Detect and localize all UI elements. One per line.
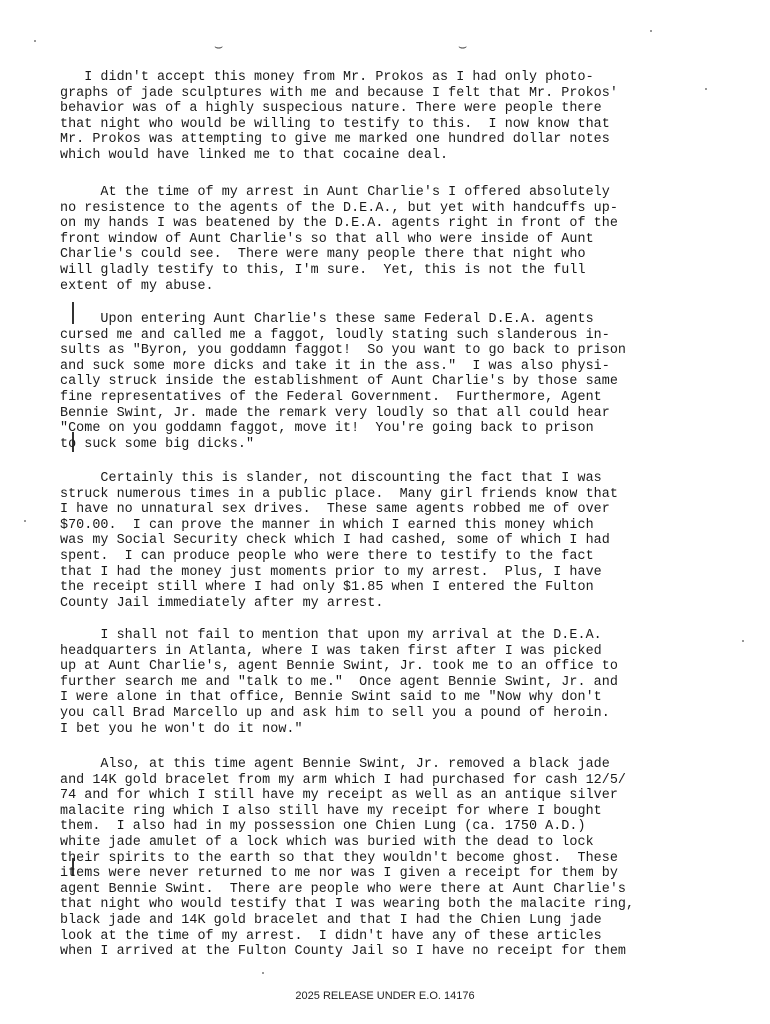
paragraph-line: I shall not fail to mention that upon my arrival at the D.E.A. bbox=[60, 628, 602, 643]
paragraph-line: was my Social Security check which I had cashed, some of which I had bbox=[60, 533, 610, 549]
paragraph-line: behavior was of a highly suspecious nature. There were people there bbox=[60, 101, 602, 117]
paragraph-line: the receipt still where I had only $1.85 when I entered the Fulton bbox=[60, 580, 594, 596]
paragraph-line: fine representatives of the Federal Government. Furthermore, Agent bbox=[60, 389, 602, 405]
paragraph-line: County Jail immediately after my arrest. bbox=[60, 595, 384, 611]
paragraph-6 bbox=[60, 757, 700, 960]
paragraph-line: on my hands I was beatened by the D.E.A. agents right in front of the bbox=[60, 216, 618, 232]
top-mark-right: ⌣ bbox=[458, 40, 468, 56]
paragraph-line: further search me and "talk to me." Once agent Bennie Swint, Jr. and bbox=[60, 674, 618, 690]
paragraph-1 bbox=[60, 70, 700, 164]
paragraph-line: when I arrived at the Fulton County Jail so I have no receipt for them bbox=[60, 944, 626, 960]
paragraph-line: I have no unnatural sex drives. These same agents robbed me of over bbox=[60, 502, 610, 518]
paragraph-line: black jade and 14K gold bracelet and that I had the Chien Lung jade bbox=[60, 912, 602, 928]
paragraph-line: Certainly this is slander, not discounting the fact that I was bbox=[60, 471, 602, 486]
paragraph-line: no resistence to the agents of the D.E.A., but yet with handcuffs up- bbox=[60, 200, 618, 216]
scan-speck bbox=[24, 520, 26, 522]
paragraph-line: $70.00. I can prove the manner in which I earned this money which bbox=[60, 517, 594, 533]
paragraph-line: Also, at this time agent Bennie Swint, Jr. removed a black jade bbox=[60, 757, 610, 772]
scan-speck bbox=[742, 640, 744, 642]
paragraph-line: their spirits to the earth so that they wouldn't become ghost. These bbox=[60, 850, 618, 866]
paragraph-line: which would have linked me to that cocaine deal. bbox=[60, 147, 449, 163]
paragraph-line: "Come on you goddamn faggot, move it! You're going back to prison bbox=[60, 421, 594, 437]
paragraph-line: malacite ring which I also still have my receipt for where I bought bbox=[60, 803, 602, 819]
paragraph-line: and 14K gold bracelet from my arm which I had purchased for cash 12/5/ bbox=[60, 772, 626, 788]
paragraph-line: cursed me and called me a faggot, loudly stating such slanderous in- bbox=[60, 327, 610, 343]
paragraph-line: Charlie's could see. There were many people there that night who bbox=[60, 247, 586, 263]
paragraph-line: graphs of jade sculptures with me and because I felt that Mr. Prokos' bbox=[60, 85, 618, 101]
paragraph-line: 74 and for which I still have my receipt as well as an antique silver bbox=[60, 788, 618, 804]
paragraph-4 bbox=[60, 471, 700, 611]
paragraph-line: spent. I can produce people who were there to testify to the fact bbox=[60, 548, 594, 564]
paragraph-line: extent of my abuse. bbox=[60, 278, 214, 294]
paragraph-line: them. I also had in my possession one Chien Lung (ca. 1750 A.D.) bbox=[60, 819, 586, 835]
paragraph-line: struck numerous times in a public place. Many girl friends know that bbox=[60, 486, 618, 502]
scan-speck bbox=[34, 40, 36, 42]
paragraph-line: I were alone in that office, Bennie Swint said to me "Now why don't bbox=[60, 690, 602, 706]
paragraph-line: to suck some big dicks." bbox=[60, 436, 255, 452]
paragraph-line: agent Bennie Swint. There are people who were there at Aunt Charlie's bbox=[60, 881, 626, 897]
paragraph-line: you call Brad Marcello up and ask him to sell you a pound of heroin. bbox=[60, 705, 610, 721]
paragraph-line: I didn't accept this money from Mr. Prokos as I had only photo- bbox=[60, 70, 594, 85]
paragraph-line: white jade amulet of a lock which was buried with the dead to lock bbox=[60, 834, 594, 850]
paragraph-3 bbox=[60, 312, 700, 452]
scan-speck bbox=[262, 972, 264, 974]
paragraph-line: front window of Aunt Charlie's so that all who were inside of Aunt bbox=[60, 231, 594, 247]
paragraph-line: At the time of my arrest in Aunt Charlie's I offered absolutely bbox=[60, 185, 610, 200]
release-footer: 2025 RELEASE UNDER E.O. 14176 bbox=[295, 990, 475, 1002]
paragraph-line: will gladly testify to this, I'm sure. Yet, this is not the full bbox=[60, 262, 586, 278]
paragraph-line: up at Aunt Charlie's, agent Bennie Swint, Jr. took me to an office to bbox=[60, 659, 618, 675]
paragraph-line: items were never returned to me nor was I given a receipt for them by bbox=[60, 866, 618, 882]
paragraph-line: I bet you he won't do it now." bbox=[60, 721, 303, 737]
paragraph-line: that night who would be willing to testify to this. I now know that bbox=[60, 116, 610, 132]
paragraph-line: Bennie Swint, Jr. made the remark very loudly so that all could hear bbox=[60, 405, 610, 421]
paragraph-5 bbox=[60, 628, 700, 737]
paragraph-line: cally struck inside the establishment of Aunt Charlie's by those same bbox=[60, 374, 618, 390]
paragraph-line: and suck some more dicks and take it in the ass." I was also physi- bbox=[60, 358, 610, 374]
paragraph-line: Mr. Prokos was attempting to give me marked one hundred dollar notes bbox=[60, 132, 610, 148]
paragraph-line: that night who would testify that I was wearing both the malacite ring, bbox=[60, 897, 635, 913]
scan-speck bbox=[650, 30, 652, 32]
top-mark-left: ⌣ bbox=[214, 40, 224, 56]
paragraph-2 bbox=[60, 185, 700, 294]
scan-speck bbox=[705, 88, 707, 90]
paragraph-line: look at the time of my arrest. I didn't have any of these articles bbox=[60, 928, 602, 944]
paragraph-line: Upon entering Aunt Charlie's these same Federal D.E.A. agents bbox=[60, 312, 594, 327]
paragraph-line: sults as "Byron, you goddamn faggot! So you want to go back to prison bbox=[60, 343, 626, 359]
paragraph-line: headquarters in Atlanta, where I was taken first after I was picked bbox=[60, 643, 602, 659]
paragraph-line: that I had the money just moments prior to my arrest. Plus, I have bbox=[60, 564, 602, 580]
